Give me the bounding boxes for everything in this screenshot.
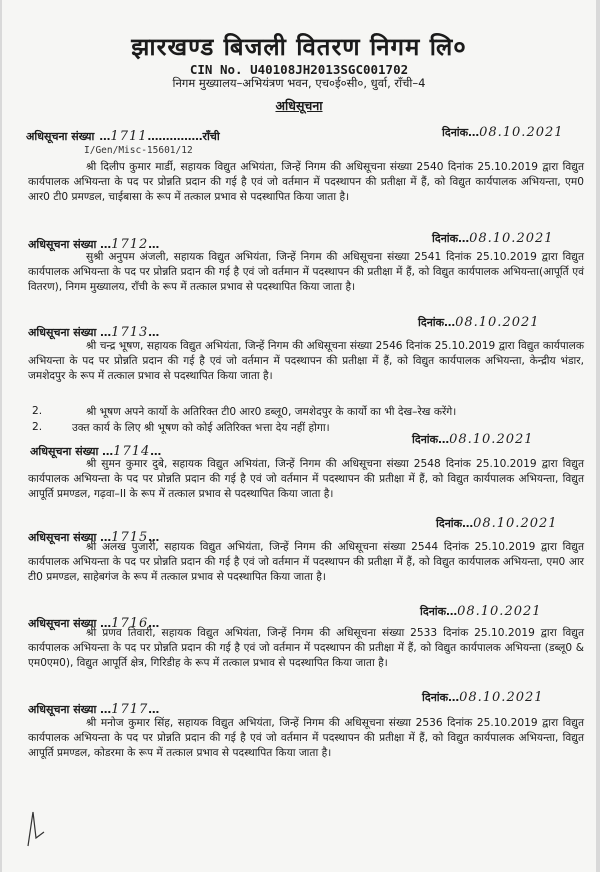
notification-6-text: श्री प्रणव तिवारी, सहायक विद्युत अभियंता, जिन्हें निगम की अधिसूचना संख्या 2533 दिनांक 25.10.2019 द्वारा विद्युत कार्यपालक अभियन्ता के पद पर प्रोन्नति प्रदान की गई है एवं जो वर्तमान में पदस्थापन की प्रतीक्षा में हैं, को विद्युत कार्यपालक अभियन्ता (डब्लू0 & एम0एम0), विद्युत आपूर्ति क्षेत्र, गिरिडीह के रूप में तत्काल प्रभाव से पदस्थापित किया जाता है। xyxy=(28,627,584,670)
notification-3-point-3: उक्त कार्य के लिए श्री भूषण को कोई अतिरिक्त भत्ता देय नहीं होगा। xyxy=(72,422,330,434)
document-page: झारखण्ड बिजली वितरण निगम लि० CIN No. U40108JH2013SGC001702 निगम मुख्यालय–अभियंत्रण भवन, एच०ई०सी०, धुर्वा, राँची–4 अधिसूचना अधिसूचना संख्या …1711……………राँची दिनांक…08.10.2021 I/Gen/Misc-15601/12 श्री दिलीप कुमार मार्डी, सहायक विद्युत अभियंता, जिन्हें निगम की अधिसूचना संख्या 2540 दिनांक 25.10.2019 द्वारा विद्युत कार्यपालक अभियन्ता के पद पर प्रोन्नति प्रदान की गई है एवं जो वर्तमान में पदस्थापन की प्रतीक्षा में हैं, को विद्युत कार्यपालक अभियन्ता, एम0 आर0 टी0 प्रमण्डल, चाईबासा के रूप में तत्काल प्रभाव से पदस्थापित किया जाता है। अधिसूचना संख्या …1712… दिनांक…08.10.2021 सुश्री अनुपम अंजली, सहायक विद्युत अभियंता, जिन्हें निगम की अधिसूचना संख्या 2541 दिनांक 25.10.2019 द्वारा विद्युत कार्यपालक अभियन्ता के पद पर प्रोन्नति प्रदान की गई है एवं जो वर्तमान में पदस्थापन की प्रतीक्षा में हैं, को विद्युत कार्यपालक अभियन्ता(आपूर्ति एवं वितरण), निगम मुख्यालय, राँची के रूप में तत्काल प्रभाव से पदस्थापित किया जाता है। अधिसूचना संख्या …1713… दिनांक…08.10.2021 श्री चन्द्र भूषण, सहायक विद्युत अभियंता, जिन्हें निगम की अधिसूचना संख्या 2546 दिनांक 25.10.2019 द्वारा विद्युत कार्यपालक अभियन्ता के पद पर प्रोन्नति प्रदान की गई है एवं जो वर्तमान में पदस्थापन की प्रतीक्षा में हैं, को विद्युत कार्यपालक अभियन्ता, केन्द्रीय भंडार, जमशेदपुर के रूप में तत्काल प्रभाव से पदस्थापित किया जाता है। 2. श्री भूषण अपने कार्यो के अतिरिक्त टी0 आर0 डब्लू0, जमशेदपुर के कार्यो का भी देख–रेख करेंगे। 2. उक्त कार्य के लिए श्री भूषण को कोई अतिरिक्त भत्ता देय नहीं होगा। अधिसूचना संख्या …1714… दिनांक…08.10.2021 श्री सुमन कुमार दुबे, सहायक विद्युत अभियंता, जिन्हें निगम की अधिसूचना संख्या 2548 दिनांक 25.10.2019 द्वारा विद्युत कार्यपालक अभियन्ता के पद पर प्रोन्नति प्रदान की गई है एवं जो वर्तमान में पदस्थापन की प्रतीक्षा में हैं, को विद्युत कार्यपालक अभियन्ता, विद्युत आपूर्ति प्रमण्डल, गढ़वा–II के रूप में तत्काल प्रभाव से पदस्थापित किया जाता है। अधिसूचना संख्या …1715… दिनांक…08.10.2021 श्री अलख पुजारी, सहायक विद्युत अभियंता, जिन्हें निगम की अधिसूचना संख्या 2544 दिनांक 25.10.2019 द्वारा विद्युत कार्यपालक अभियन्ता के पद पर प्रोन्नति प्रदान की गई है एवं जो वर्तमान में पदस्थापन की प्रतीक्षा में हैं, को विद्युत कार्यपालक अभियन्ता, एम0 आर टी0 प्रमण्डल, साहेबगंज के रूप में तत्काल प्रभाव से पदस्थापित किया जाता है। अधिसूचना संख्या …1716… दिनांक…08.10.2021 श्री प्रणव तिवारी, सहायक विद्युत अभियंता, जिन्हें निगम की अधिसूचना संख्या 2533 दिनांक 25.10.2019 द्वारा विद्युत कार्यपालक अभियन्ता के पद पर प्रोन्नति प्रदान की गई है एवं जो वर्तमान में पदस्थापन की प्रतीक्षा में हैं, को विद्युत कार्यपालक अभियन्ता (डब्लू0 & एम0एम0), विद्युत आपूर्ति क्षेत्र, गिरिडीह के रूप में तत्काल प्रभाव से पदस्थापित किया जाता है। अधिसूचना संख्या …1717… दिनांक…08.10.2021 श्री मनोज कुमार सिंह, सहायक विद्युत अभियंता, जिन्हें निगम की अधिसूचना संख्या 2536 दिनांक 25.10.2019 द्वारा विद्युत कार्यपालक अभियन्ता के पद पर प्रोन्नति प्रदान की गई है एवं जो वर्तमान में पदस्थापन की प्रतीक्षा में हैं, को विद्युत कार्यपालक अभियन्ता, विद्युत आपूर्ति प्रमण्डल, कोडरमा के रूप में तत्काल प्रभाव से पदस्थापित किया जाता है। xyxy=(2,0,596,872)
notification-7-date-line: दिनांक…08.10.2021 xyxy=(422,690,544,705)
notification-1-date-line: दिनांक…08.10.2021 xyxy=(442,125,564,140)
notification-5-text: श्री अलख पुजारी, सहायक विद्युत अभियंता, जिन्हें निगम की अधिसूचना संख्या 2544 दिनांक 25.10.2019 द्वारा विद्युत कार्यपालक अभियन्ता के पद पर प्रोन्नति प्रदान की गई है एवं जो वर्तमान में पदस्थापन की प्रतीक्षा में हैं, को विद्युत कार्यपालक अभियन्ता, एम0 आर टी0 प्रमण्डल, साहेबगंज के रूप में तत्काल प्रभाव से पदस्थापित किया जाता है। xyxy=(28,541,584,584)
notification-4-date-line: दिनांक…08.10.2021 xyxy=(412,432,534,447)
date-label: दिनांक xyxy=(442,126,469,139)
notification-4-number-line: अधिसूचना संख्या …1714… xyxy=(30,444,162,459)
reference-number: I/Gen/Misc-15601/12 xyxy=(84,145,193,156)
notification-3-point-2: श्री भूषण अपने कार्यो के अतिरिक्त टी0 आर0 डब्लू0, जमशेदपुर के कार्यो का भी देख–रेख करेंगे। xyxy=(86,406,457,418)
notification-2-number-line: अधिसूचना संख्या …1712… xyxy=(28,237,160,252)
notification-2-date-line: दिनांक…08.10.2021 xyxy=(432,231,554,246)
notification-4-text: श्री सुमन कुमार दुबे, सहायक विद्युत अभियंता, जिन्हें निगम की अधिसूचना संख्या 2548 दिनांक 25.10.2019 द्वारा विद्युत कार्यपालक अभियन्ता के पद पर प्रोन्नति प्रदान की गई है एवं जो वर्तमान में पदस्थापन की प्रतीक्षा में हैं, को विद्युत कार्यपालक अभियन्ता, विद्युत आपूर्ति प्रमण्डल, गढ़वा–II के रूप में तत्काल प्रभाव से पदस्थापित किया जाता है। xyxy=(28,458,584,501)
notification-2-text: सुश्री अनुपम अंजली, सहायक विद्युत अभियंता, जिन्हें निगम की अधिसूचना संख्या 2541 दिनांक 25.10.2019 द्वारा विद्युत कार्यपालक अभियन्ता के पद पर प्रोन्नति प्रदान की गई है एवं जो वर्तमान में पदस्थापन की प्रतीक्षा में हैं, को विद्युत कार्यपालक अभियन्ता(आपूर्ति एवं वितरण), निगम मुख्यालय, राँची के रूप में तत्काल प्रभाव से पदस्थापित किया जाता है। xyxy=(28,251,584,294)
notification-6-date: 08.10.2021 xyxy=(457,604,542,619)
signature-stroke-mark xyxy=(24,808,50,848)
notification-3-number-line: अधिसूचना संख्या …1713… xyxy=(28,325,160,340)
notification-3-date: 08.10.2021 xyxy=(455,315,540,330)
notification-5-date: 08.10.2021 xyxy=(473,516,558,531)
cin-number: CIN No. U40108JH2013SGC001702 xyxy=(189,62,409,77)
notification-5-number: 1715 xyxy=(111,530,149,545)
notification-2-number: 1712 xyxy=(111,237,149,252)
notification-7-number: 1717 xyxy=(111,702,149,717)
notification-heading: अधिसूचना xyxy=(275,98,323,113)
company-name: झारखण्ड बिजली वितरण निगम लि० xyxy=(131,33,467,61)
notification-1-number: 1711 xyxy=(110,129,148,144)
notification-3-date-line: दिनांक…08.10.2021 xyxy=(418,315,540,330)
hq-address: निगम मुख्यालय–अभियंत्रण भवन, एच०ई०सी०, धुर्वा, राँची–4 xyxy=(172,76,426,90)
notification-2-date: 08.10.2021 xyxy=(469,231,554,246)
ranchi-label: राँची xyxy=(202,130,220,143)
notification-1-number-line: अधिसूचना संख्या …1711……………राँची xyxy=(26,129,220,144)
notification-7-text: श्री मनोज कुमार सिंह, सहायक विद्युत अभियंता, जिन्हें निगम की अधिसूचना संख्या 2536 दिनांक 25.10.2019 द्वारा विद्युत कार्यपालक अभियन्ता के पद पर प्रोन्नति प्रदान की गई है एवं जो वर्तमान में पदस्थापन की प्रतीक्षा में हैं, को विद्युत कार्यपालक अभियन्ता, विद्युत आपूर्ति प्रमण्डल, कोडरमा के रूप में तत्काल प्रभाव से पदस्थापित किया जाता है। xyxy=(28,717,584,760)
notification-4-number: 1714 xyxy=(113,444,151,459)
notification-1-text: श्री दिलीप कुमार मार्डी, सहायक विद्युत अभियंता, जिन्हें निगम की अधिसूचना संख्या 2540 दिनांक 25.10.2019 द्वारा विद्युत कार्यपालक अभियन्ता के पद पर प्रोन्नति प्रदान की गई है एवं जो वर्तमान में पदस्थापन की प्रतीक्षा में हैं, को विद्युत कार्यपालक अभियन्ता, एम0 आर0 टी0 प्रमण्डल, चाईबासा के रूप में तत्काल प्रभाव से पदस्थापित किया जाता है। xyxy=(28,161,584,204)
notification-1-date: 08.10.2021 xyxy=(479,125,564,140)
notification-6-number: 1716 xyxy=(111,616,149,631)
notification-4-date: 08.10.2021 xyxy=(449,432,534,447)
notification-7-number-line: अधिसूचना संख्या …1717… xyxy=(28,702,160,717)
notification-no-label: अधिसूचना संख्या xyxy=(26,130,95,143)
notification-5-date-line: दिनांक…08.10.2021 xyxy=(436,516,558,531)
notification-3-text: श्री चन्द्र भूषण, सहायक विद्युत अभियंता, जिन्हें निगम की अधिसूचना संख्या 2546 दिनांक 25.10.2019 द्वारा विद्युत कार्यपालक अभियन्ता के पद पर प्रोन्नति प्रदान की गई है एवं जो वर्तमान में पदस्थापन की प्रतीक्षा में हैं, को विद्युत कार्यपालक अभियन्ता, केन्द्रीय भंडार, जमशेदपुर के रूप में तत्काल प्रभाव से पदस्थापित किया जाता है। xyxy=(28,340,584,383)
notification-7-date: 08.10.2021 xyxy=(459,690,544,705)
notification-3-number: 1713 xyxy=(111,325,149,340)
notification-6-date-line: दिनांक…08.10.2021 xyxy=(420,604,542,619)
notification-6-number-line: अधिसूचना संख्या …1716… xyxy=(28,616,160,631)
notification-5-number-line: अधिसूचना संख्या …1715… xyxy=(28,530,160,545)
